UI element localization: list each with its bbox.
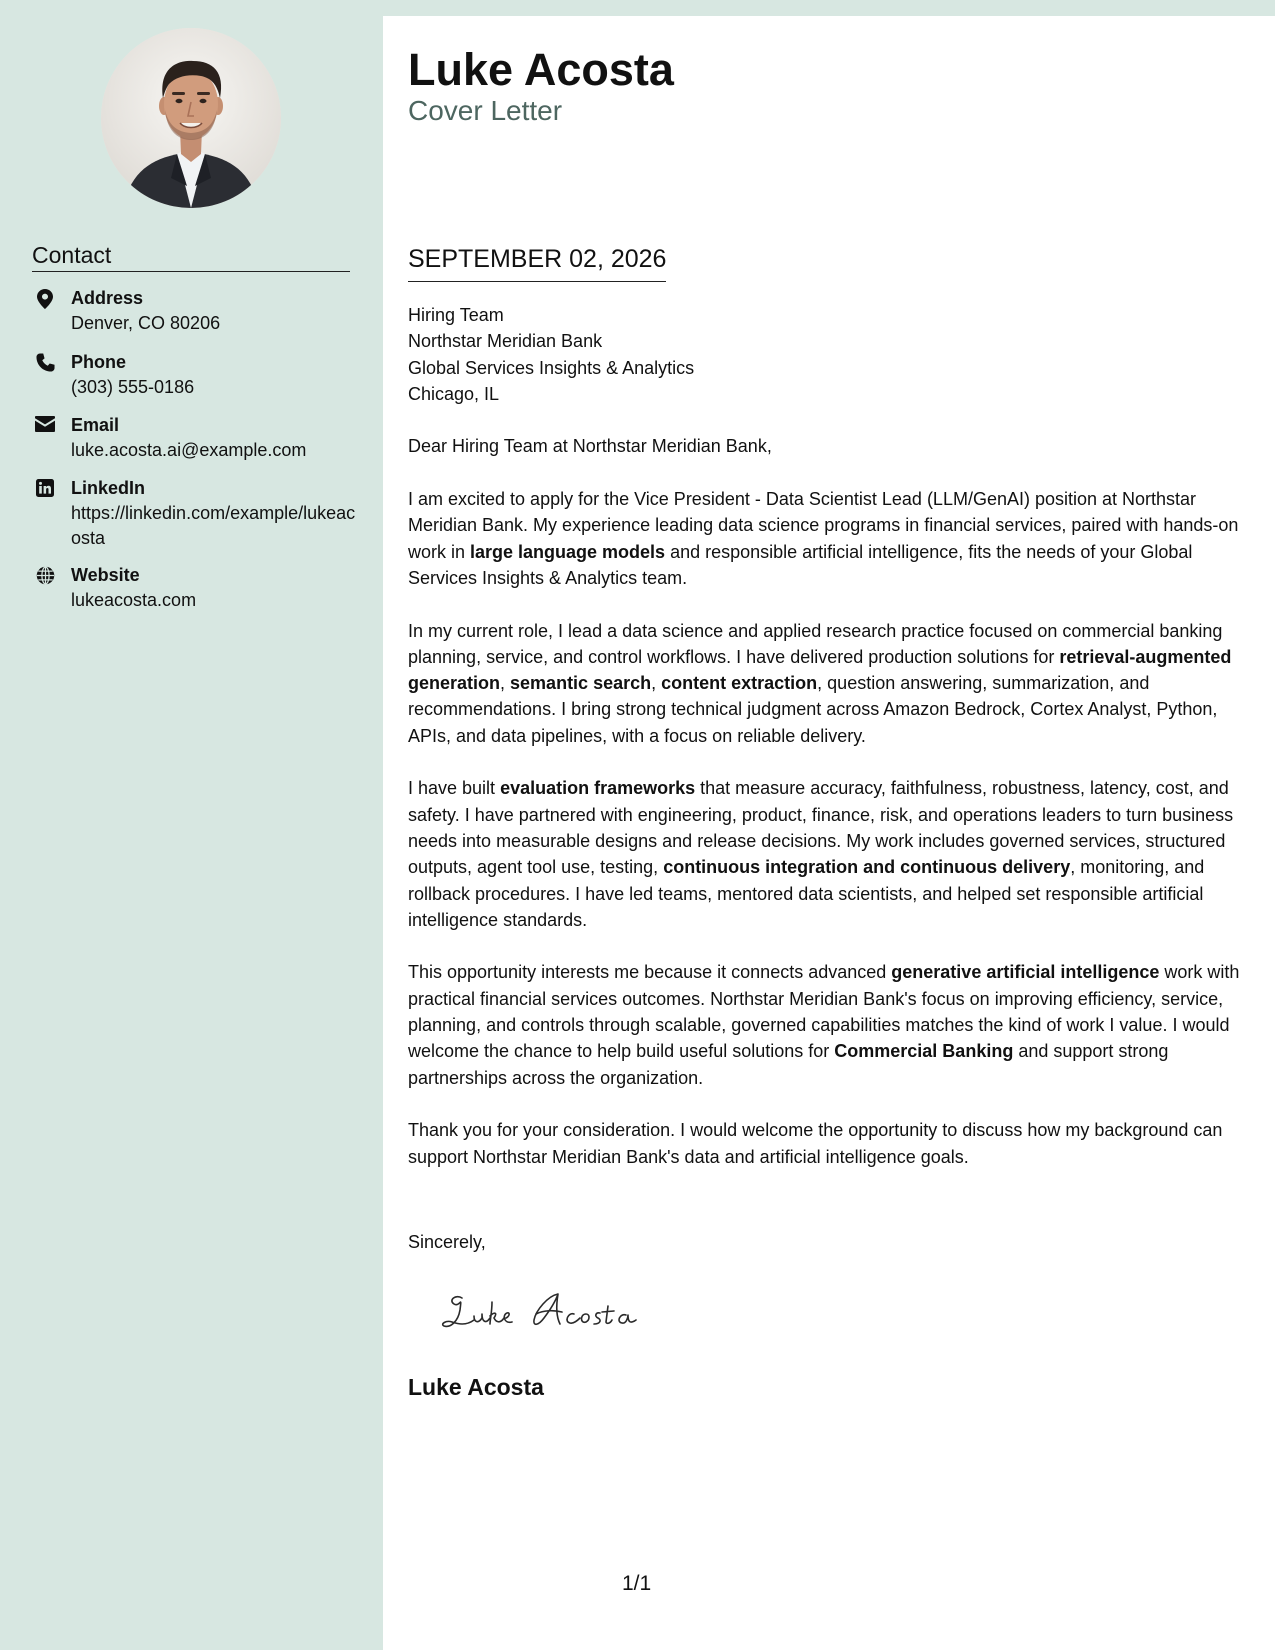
paragraph-text: that measure accuracy, faithfulness, robustness, latency, cost, and safety. I have partnered with engineering, product, finance, risk, and operations leaders to turn business needs into measurable designs and release decisions. My work includes governed services, structured outputs, agent tool use, testing,: [408, 778, 1234, 878]
page-number: 1/1: [622, 1572, 652, 1595]
handwritten-signature: [440, 1280, 670, 1340]
paragraph-text: This opportunity interests me because it connects advanced: [408, 962, 892, 983]
letter-date: SEPTEMBER 02, 2026: [408, 243, 666, 282]
emphasis-text: retrieval-augmented generation: [408, 646, 1232, 694]
header-strip: [383, 0, 1275, 16]
paragraph-text: Thank you for your consideration. I would welcome the opportunity to discuss how my background can support Northstar Meridian Bank's data and artificial intelligence goals.: [408, 1120, 1223, 1167]
emphasis-text: semantic search: [510, 673, 652, 694]
recipient-line: Northstar Meridian Bank: [408, 331, 603, 352]
contact-label: Address: [71, 288, 144, 308]
contact-label: Website: [71, 565, 140, 585]
document-subtitle: Cover Letter: [408, 95, 563, 126]
emphasis-text: Commercial Banking: [834, 1041, 1014, 1062]
applicant-name: Luke Acosta: [408, 44, 674, 95]
phone-icon: [32, 353, 58, 375]
contact-value[interactable]: (303) 555-0186: [71, 377, 195, 397]
emphasis-text: content extraction: [661, 673, 818, 694]
contact-value: Denver, CO 80206: [71, 313, 221, 333]
contact-email: [32, 413, 362, 463]
contact-label: Phone: [71, 352, 127, 372]
paragraph-text: I have built: [408, 778, 501, 799]
emphasis-text: evaluation frameworks: [500, 778, 696, 799]
emphasis-text: continuous integration and continuous delivery: [663, 857, 1071, 878]
paragraph-text: and responsible artificial intelligence, fits the needs of your Global Services Insights & Analytics team.: [408, 541, 1193, 588]
paragraph-text: In my current role, I lead a data science and applied research practice focused on commercial banking planning, service, and control workflows. I have delivered production solutions for: [408, 620, 1223, 667]
contact-value[interactable]: lukeacosta.com: [71, 590, 197, 610]
paragraph-text: , question answering, summarization, and recommendations. I bring strong technical judgment across Amazon Bedrock, Cortex Analyst, Python, APIs, and data pipelines, with a focus on reliable delivery.: [408, 673, 1218, 746]
paragraph-text: , monitoring, and rollback procedures. I have led teams, mentored data scientists, and helped set responsible artificial intelligence standards.: [408, 857, 1205, 930]
contact-label: Email: [71, 415, 120, 435]
paragraph-text: ,: [500, 673, 511, 694]
envelope-icon: [32, 416, 58, 438]
contact-value[interactable]: https://linkedin.com/example/lukeacosta: [71, 503, 356, 548]
paragraph-text: and support strong partnerships across the organization.: [408, 1041, 1169, 1088]
recipient-block: [408, 302, 1248, 407]
contact-label: LinkedIn: [71, 478, 146, 498]
contact-address: [32, 286, 362, 336]
letter-paragraph: [408, 618, 1248, 749]
profile-photo: [101, 28, 281, 208]
letter-body: [408, 302, 1248, 1196]
contact-value[interactable]: luke.acosta.ai@example.com: [71, 440, 307, 460]
linkedin-icon: [32, 479, 58, 501]
closing: Sincerely,: [408, 1232, 486, 1252]
recipient-line: Hiring Team: [408, 305, 504, 325]
recipient-line: Chicago, IL: [408, 383, 500, 404]
map-pin-icon: [32, 289, 58, 311]
emphasis-text: generative artificial intelligence: [891, 962, 1160, 983]
contact-heading: Contact: [32, 240, 350, 272]
letter-paragraph: [408, 486, 1248, 591]
contact-phone: [32, 350, 362, 400]
paragraph-text: I am excited to apply for the Vice President - Data Scientist Lead (LLM/GenAI) position at Northstar Meridian Bank. My experience leading data science programs in financial services, paired with hands-on work in: [408, 489, 1239, 562]
contact-linkedin: [32, 476, 362, 551]
letter-paragraph: [408, 959, 1248, 1090]
recipient-line: Global Services Insights & Analytics: [408, 357, 695, 378]
globe-icon: [32, 566, 58, 588]
letter-paragraph: [408, 775, 1248, 933]
paragraph-text: work with practical financial services outcomes. Northstar Meridian Bank's focus on improving efficiency, service, planning, and controls through scalable, governed capabilities matches the kind of work I value. I would welcome the chance to help build useful solutions for: [408, 962, 1240, 1062]
paragraph-text: ,: [651, 673, 662, 694]
letter-paragraph: [408, 1117, 1248, 1170]
salutation: Dear Hiring Team at Northstar Meridian Bank,: [408, 436, 772, 457]
signed-name: Luke Acosta: [408, 1374, 544, 1400]
emphasis-text: large language models: [470, 541, 666, 562]
contact-website: [32, 563, 362, 613]
